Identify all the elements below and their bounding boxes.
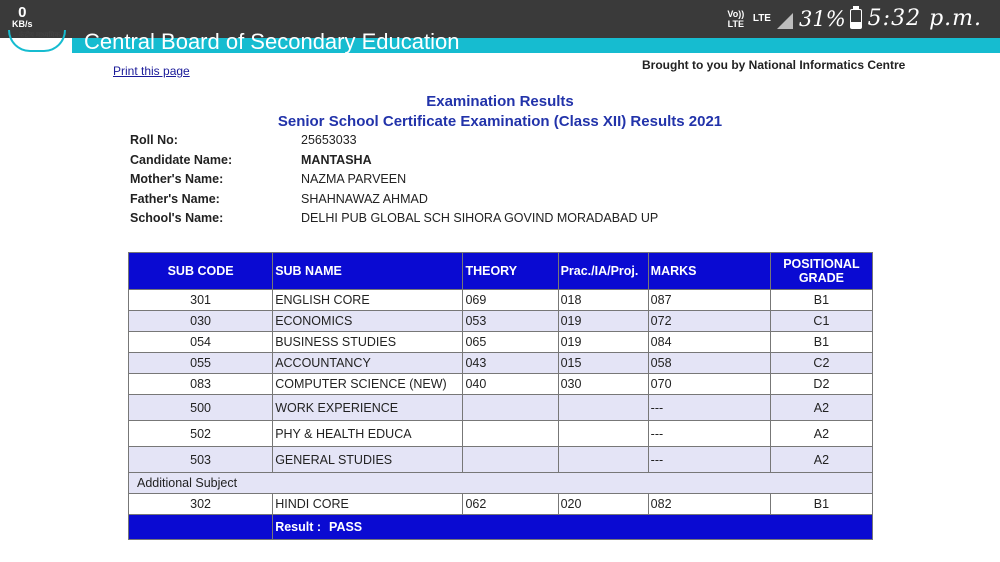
marks-cell: 070 [648,374,770,395]
results-table [128,252,873,540]
result-cell [273,515,873,540]
sub-name-cell: ENGLISH CORE [273,290,463,311]
marks-cell: --- [648,395,770,421]
sub-name-cell: ECONOMICS [273,311,463,332]
site-title: Central Board of Secondary Education [84,29,460,54]
result-value: PASS [329,520,363,534]
data-speed-unit: KB/s [12,19,33,29]
table-row [129,353,873,374]
theory-cell: 040 [463,374,558,395]
info-label: School's Name: [130,211,224,225]
table-header-row [129,253,873,290]
table-row [129,421,873,447]
practical-cell [558,447,648,473]
practical-cell: 015 [558,353,648,374]
info-label: Roll No: [130,133,178,147]
sub-code-cell: 500 [129,395,273,421]
result-row [129,515,873,540]
sub-name-cell: BUSINESS STUDIES [273,332,463,353]
table-row [129,332,873,353]
grade-cell: A2 [770,421,872,447]
page-title: Examination Results [426,93,574,110]
info-value: SHAHNAWAZ AHMAD [301,191,428,206]
sub-code-cell: 503 [129,447,273,473]
data-speed-indicator [12,5,33,29]
result-spacer [129,515,273,540]
grade-cell: B1 [770,290,872,311]
marks-cell: 084 [648,332,770,353]
grade-cell: C2 [770,353,872,374]
battery-percent: 31% [798,6,846,31]
print-page-link[interactable]: Print this page [113,64,190,78]
practical-cell: 019 [558,332,648,353]
practical-cell: 030 [558,374,648,395]
info-label: Candidate Name: [130,152,233,167]
info-value: MANTASHA [301,152,372,167]
sub-code-cell: 301 [129,290,273,311]
sub-code-cell: 502 [129,421,273,447]
theory-cell [463,447,558,473]
table-row [129,311,873,332]
site-header [0,29,1000,54]
practical-cell: 019 [558,311,648,332]
header-band [72,29,1000,54]
practical-cell: 018 [558,290,648,311]
marks-cell: 058 [648,353,770,374]
sub-name-cell: COMPUTER SCIENCE (NEW) [273,374,463,395]
theory-cell: 062 [463,494,558,515]
info-value: NAZMA PARVEEN [301,172,407,186]
sub-name-cell: ACCOUNTANCY [273,353,463,374]
table-row [129,290,873,311]
info-label: Mother's Name: [130,172,224,186]
result-label: Result : [275,520,322,534]
practical-cell [558,395,648,421]
col-header-practical: Prac./IA/Proj. [558,253,648,290]
info-label: Father's Name: [130,191,220,206]
col-header-sub-name: SUB NAME [273,253,463,290]
practical-cell: 020 [558,494,648,515]
brought-by-text: Brought to you by National Informatics Centre [642,58,906,72]
signal-icon [777,13,793,29]
info-value: 25653033 [301,133,357,147]
theory-cell [463,395,558,421]
marks-cell: 082 [648,494,770,515]
theory-cell: 069 [463,290,558,311]
exam-title: Senior School Certificate Examination (Class XII) Results 2021 [277,113,723,130]
theory-cell: 053 [463,311,558,332]
sub-code-cell: 083 [129,374,273,395]
table-row [129,447,873,473]
clock: 5:32 p.m. [867,6,982,31]
volte-icon: Vo)) LTE [727,8,745,29]
grade-cell: B1 [770,332,872,353]
sub-code-cell: 302 [129,494,273,515]
table-row [129,374,873,395]
col-header-marks: MARKS [648,253,770,290]
data-speed-value: 0 [18,4,27,21]
sub-name-cell: PHY & HEALTH EDUCA [273,421,463,447]
battery-icon [850,9,862,29]
practical-cell [558,421,648,447]
sub-code-cell: 054 [129,332,273,353]
logo-text: केंद्रीय माध्यमिक [19,32,60,39]
marks-cell: 087 [648,290,770,311]
grade-cell: A2 [770,395,872,421]
col-header-positional-grade: POSITIONAL GRADE [770,253,872,290]
theory-cell: 065 [463,332,558,353]
col-header-sub-code: SUB CODE [129,253,273,290]
theory-cell: 043 [463,353,558,374]
table-row [129,494,873,515]
cbse-logo-icon [8,30,66,52]
col-header-theory: THEORY [463,253,558,290]
additional-subject-row [129,473,873,494]
sub-code-cell: 030 [129,311,273,332]
sub-name-cell: GENERAL STUDIES [273,447,463,473]
lte-icon: LTE [752,12,771,24]
table-row [129,395,873,421]
sub-code-cell: 055 [129,353,273,374]
marks-cell: --- [648,421,770,447]
sub-name-cell: WORK EXPERIENCE [273,395,463,421]
grade-cell: C1 [770,311,872,332]
grade-cell: D2 [770,374,872,395]
theory-cell [463,421,558,447]
additional-subject-label: Additional Subject [129,473,873,494]
sub-name-cell: HINDI CORE [273,494,463,515]
marks-cell: 072 [648,311,770,332]
grade-cell: B1 [770,494,872,515]
grade-cell: A2 [770,447,872,473]
info-value: DELHI PUB GLOBAL SCH SIHORA GOVIND MORADABAD UP [301,211,659,225]
marks-cell: --- [648,447,770,473]
